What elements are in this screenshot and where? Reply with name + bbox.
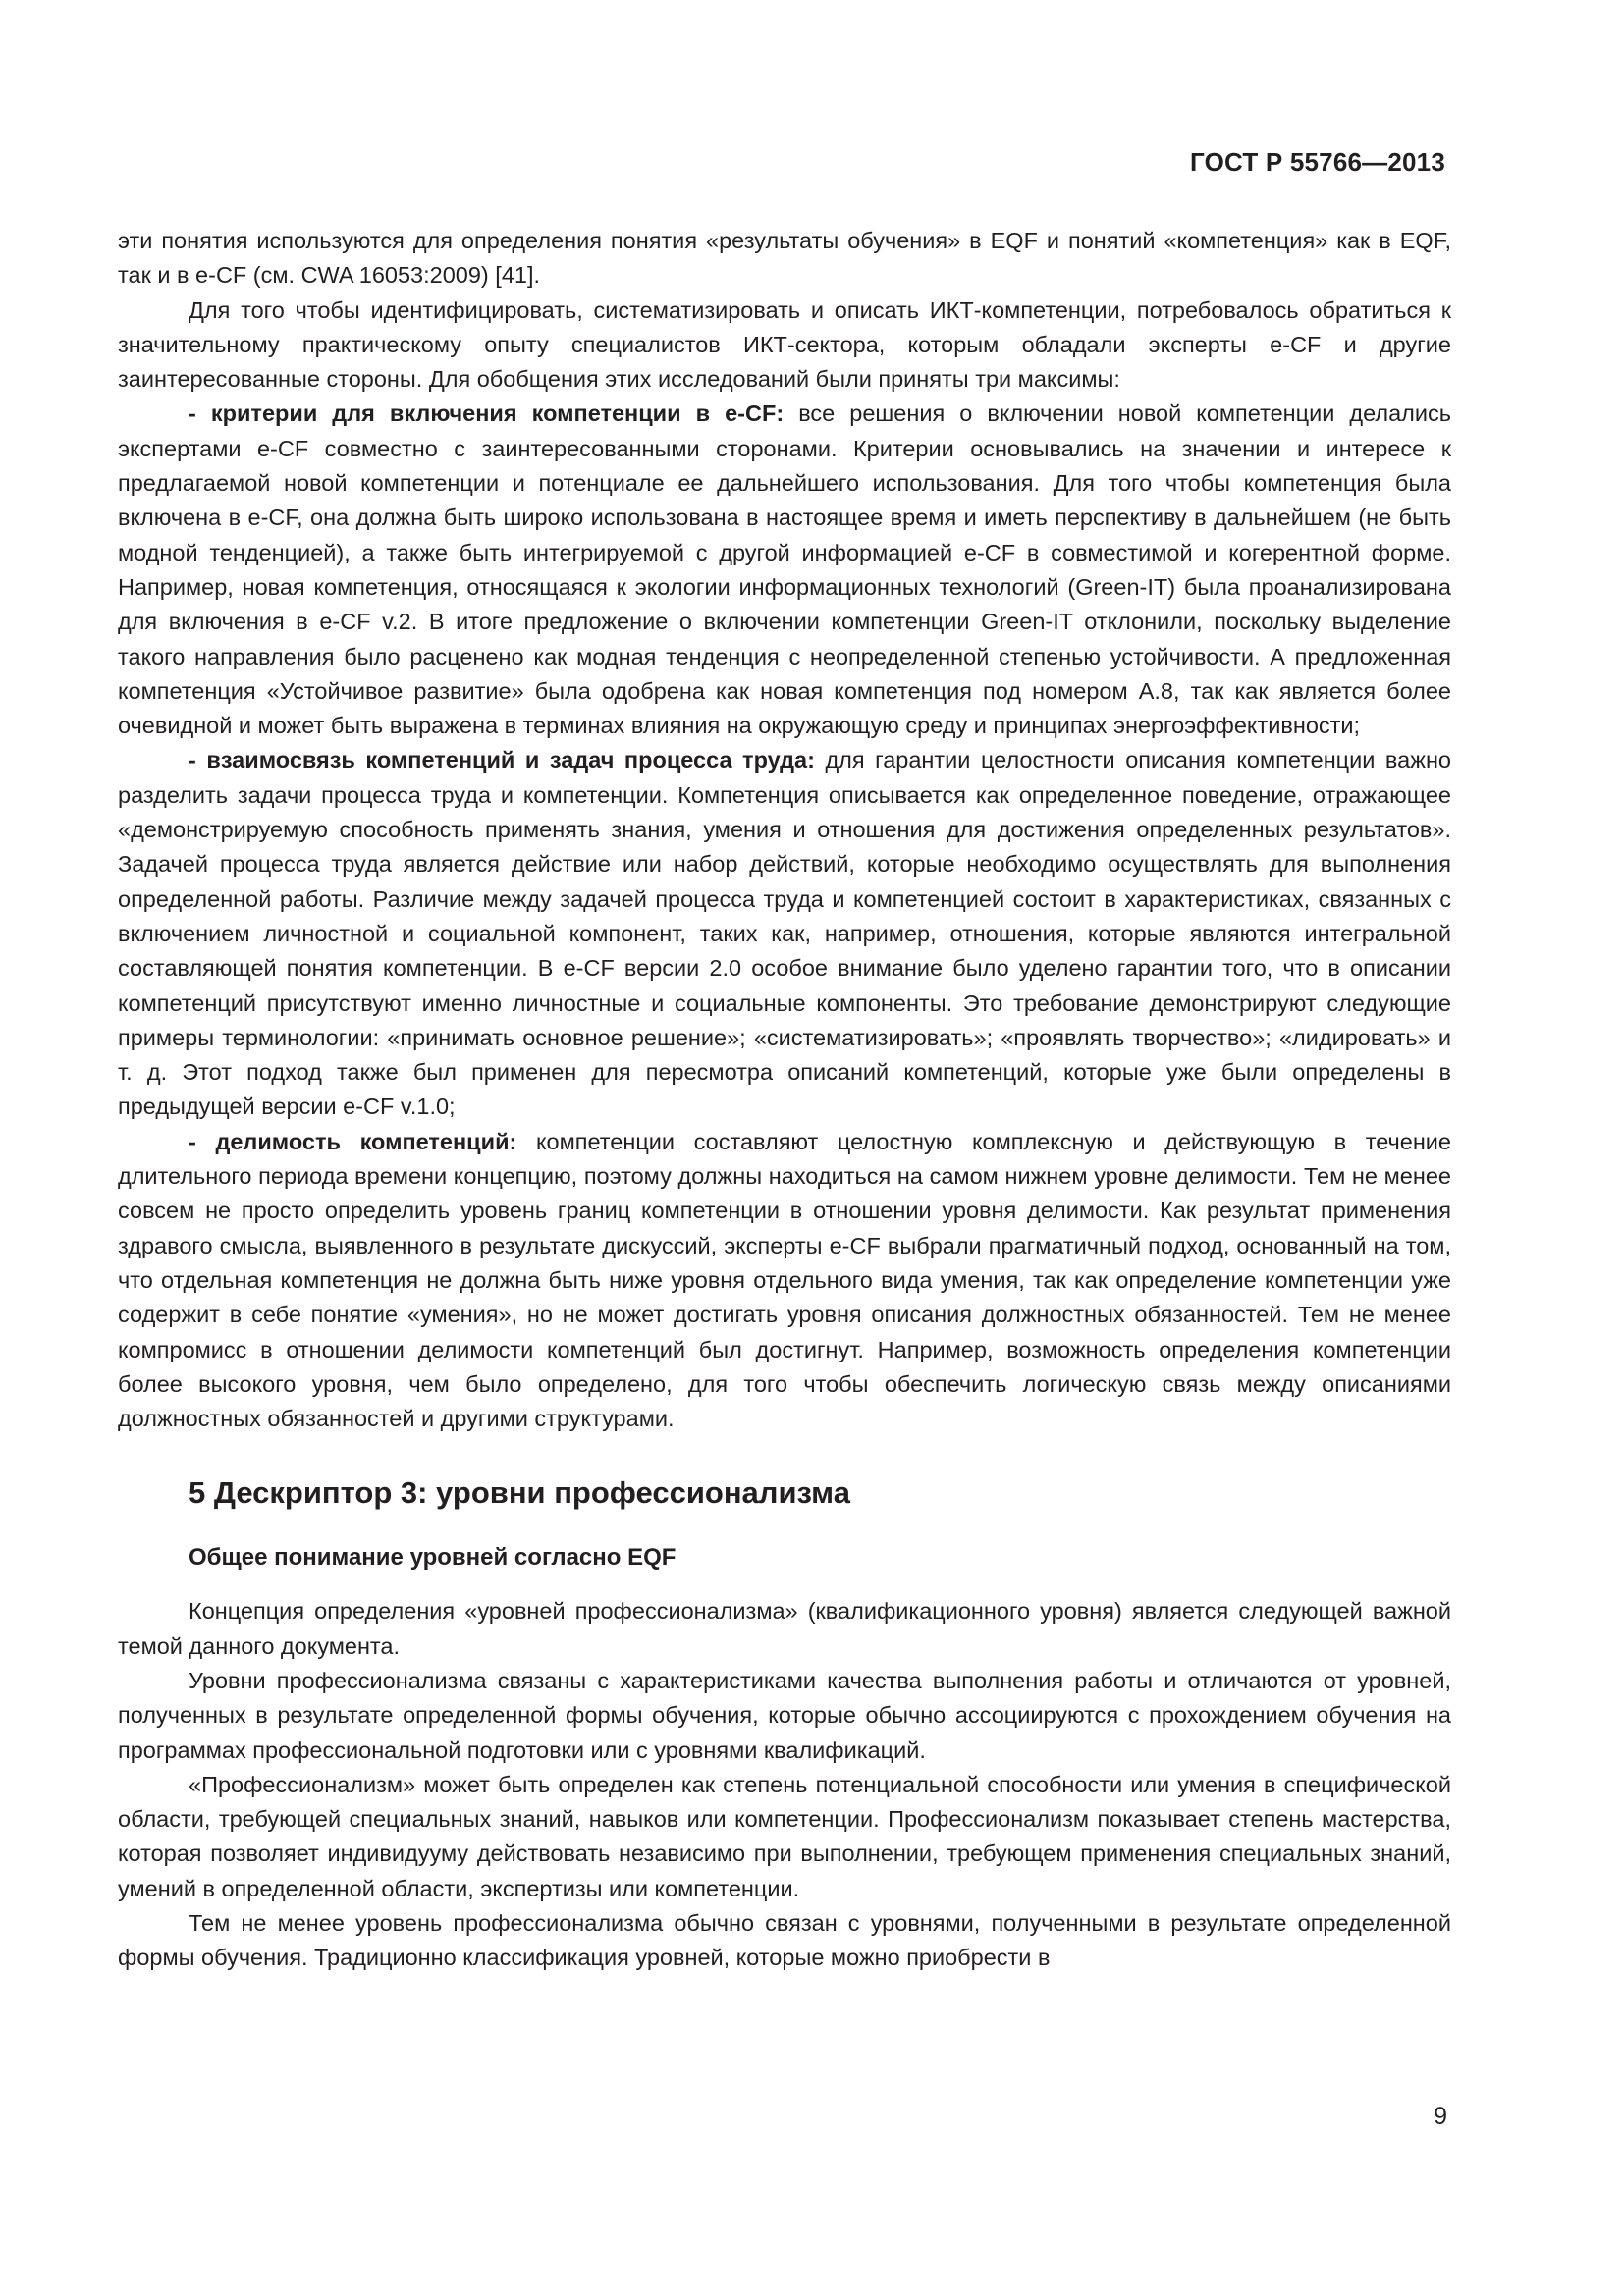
divisibility-text: компетенции составляют целостную комплексную и действующую в течение длительного периода времени концепцию, поэтому должны находиться на самом нижнем уровне делимости. Тем не менее совсем не просто определить уровень границ компетенции в отношении уровня делимости. Как результат применения здравого смысла, выявленного в результате дискуссий, эксперты e-CF выбрали прагматичный подход, основанный на том, что отдельная компетенция не должна быть ниже уровня отдельного вида умения, так как определение компетенции уже содержит в себе понятие «умения», но не может достигать уровня описания должностных обязанностей. Тем не менее компромисс в отношении делимости компетенций был достигнут. Например, возможность определения компетенции более высокого уровня, чем было определено, для того чтобы обеспечить логическую связь между описаниями должностных обязанностей и другими структурами.	[118, 1128, 1451, 1432]
paragraph-criteria	[118, 397, 1451, 743]
section-subheading: Общее понимание уровней согласно EQF	[189, 1544, 677, 1572]
criteria-text: все решения о включении новой компетенции делались экспертами e-CF совместно с заинтересованными сторонами. Критерии основывались на значении и интересе к предлагаемой новой компетенции и потенциале ее дальнейшего использования. Для того чтобы компетенция была включена в e-CF, она должна быть широко использована в настоящее время и иметь перспективу в дальнейшем (не быть модной тенденцией), а также быть интегрируемой с другой информацией e-CF в совместимой и когерентной форме. Например, новая компетенция, относящаяся к экологии информационных технологий (Green-IT) была проанализирована для включения в e-CF v.2. В итоге предложение о включении компетенции Green-IT отклонили, поскольку выделение такого направления было расценено как модная тенденция с неопределенной степенью устойчивости. А предложенная компетенция «Устойчивое развитие» была одобрена как новая компетенция под номером А.8, так как является более очевидной и может быть выражена в терминах влияния на окружающую среду и принципах энергоэффективности;	[118, 400, 1451, 739]
paragraph-divisibility	[118, 1125, 1451, 1437]
document-header: ГОСТ Р 55766—2013	[1190, 147, 1445, 177]
paragraph-intro: Для того чтобы идентифицировать, систематизировать и описать ИКТ-компетенции, потребовалось обратиться к значительному практическому опыту специалистов ИКТ-сектора, которым обладали эксперты e-CF и другие заинтересованные стороны. Для обобщения этих исследований были приняты три максимы:	[118, 296, 1451, 393]
page-body	[118, 224, 1451, 1976]
divisibility-lead: - делимость компетенций:	[189, 1128, 517, 1154]
section-title: 5 Дескриптор 3: уровни профессионализма	[189, 1475, 850, 1511]
relationship-lead: - взаимосвязь компетенций и задач процесса труда:	[189, 747, 815, 774]
section-paragraph: «Профессионализм» может быть определен как степень потенциальной способности или умения в специфической области, требующей специальных знаний, навыков или компетенции. Профессионализм показывает степень мастерства, которая позволяет индивидууму действовать независимо при выполнении, требующем применения специальных знаний, умений в определенной области, экспертизы или компетенции.	[118, 1771, 1451, 1901]
section-paragraph: Концепция определения «уровней профессионализма» (квалификационного уровня) является следующей важной темой данного документа.	[118, 1598, 1451, 1659]
section-paragraph: Тем не менее уровень профессионализма обычно связан с уровнями, полученными в результате определенной формы обучения. Традиционно классификация уровней, которые можно приобрести в	[118, 1910, 1451, 1971]
paragraph-relationship	[118, 743, 1451, 1124]
paragraph-continuation: эти понятия используются для определения понятия «результаты обучения» в EQF и понятий «компетенция» как в EQF, так и в e-CF (см. CWA 16053:2009) [41].	[118, 228, 1451, 289]
page-number: 9	[1434, 2103, 1447, 2130]
criteria-lead: - критерии для включения компетенции в e-CF:	[189, 400, 785, 427]
section-paragraph: Уровни профессионализма связаны с характеристиками качества выполнения работы и отличаются от уровней, полученных в результате определенной формы обучения, которые обычно ассоциируются с прохождением обучения на программах профессиональной подготовки или с уровнями квалификаций.	[118, 1667, 1451, 1763]
relationship-text: для гарантии целостности описания компетенции важно разделить задачи процесса труда и компетенции. Компетенция описывается как определенное поведение, отражающее «демонстрируемую способность применять знания, умения и отношения для достижения определенных результатов». Задачей процесса труда является действие или набор действий, которые необходимо осуществлять для выполнения определенной работы. Различие между задачей процесса труда и компетенцией состоит в характеристиках, связанных с включением личностной и социальной компонент, таких как, например, отношения, которые являются интегральной составляющей понятия компетенции. В e-CF версии 2.0 особое внимание было уделено гарантии того, что в описании компетенций присутствуют именно личностные и социальные компоненты. Это требование демонстрируют следующие примеры терминологии: «принимать основное решение»; «систематизировать»; «проявлять творчество»; «лидировать» и т. д. Этот подход также был применен для пересмотра описаний компетенций, которые уже были определены в предыдущей версии e-CF v.1.0;	[118, 747, 1451, 1120]
